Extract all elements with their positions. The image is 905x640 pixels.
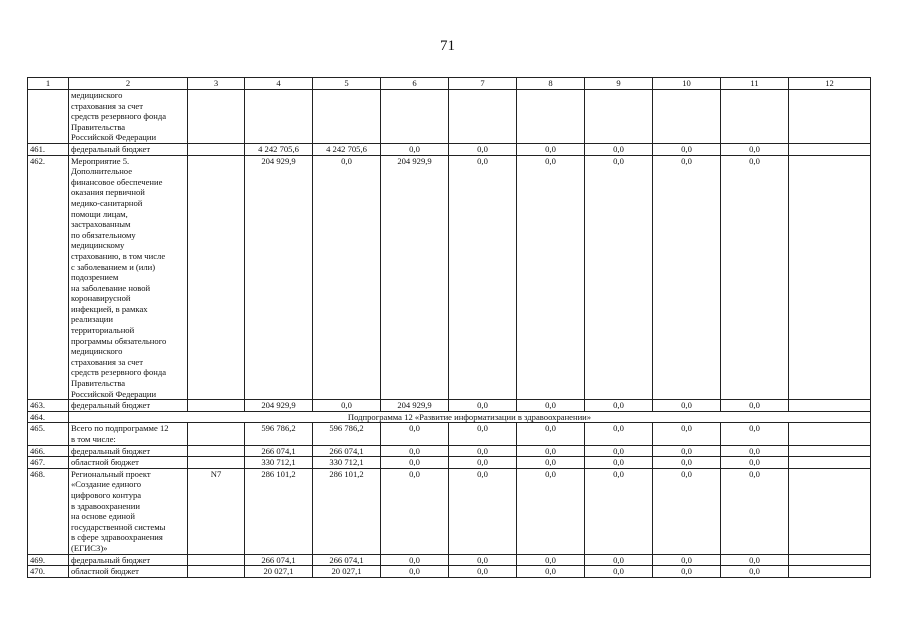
value-col-5: 266 074,1 <box>313 554 381 566</box>
value-col-4 <box>245 90 313 144</box>
value-col-11: 0,0 <box>721 143 789 155</box>
value-col-9: 0,0 <box>585 423 653 445</box>
value-col-5: 20 027,1 <box>313 566 381 578</box>
value-col-7: 0,0 <box>449 566 517 578</box>
value-col-10: 0,0 <box>653 468 721 554</box>
value-col-12 <box>789 90 871 144</box>
value-col-8: 0,0 <box>517 445 585 457</box>
value-col-10: 0,0 <box>653 566 721 578</box>
column-header-1: 1 <box>28 78 69 90</box>
row-name: областной бюджет <box>69 566 188 578</box>
value-col-4: 266 074,1 <box>245 445 313 457</box>
column-header-10: 10 <box>653 78 721 90</box>
value-col-7: 0,0 <box>449 143 517 155</box>
value-col-7: 0,0 <box>449 468 517 554</box>
value-col-8: 0,0 <box>517 400 585 412</box>
row-code <box>188 400 245 412</box>
column-header-5: 5 <box>313 78 381 90</box>
table-row <box>28 400 871 412</box>
row-name: федеральный бюджет <box>69 400 188 412</box>
value-col-11: 0,0 <box>721 457 789 469</box>
value-col-8 <box>517 90 585 144</box>
column-header-2: 2 <box>69 78 188 90</box>
column-header-9: 9 <box>585 78 653 90</box>
value-col-12 <box>789 143 871 155</box>
value-col-12 <box>789 554 871 566</box>
value-col-9 <box>585 90 653 144</box>
value-col-12 <box>789 457 871 469</box>
value-col-6: 0,0 <box>381 143 449 155</box>
row-code <box>188 90 245 144</box>
value-col-12 <box>789 445 871 457</box>
value-col-10: 0,0 <box>653 400 721 412</box>
row-name: Мероприятие 5. Дополнительное финансовое обеспечение оказания первичной медико-санитарной помощи лицам, застрахованным по обязательному медицинскому страхованию, в том числе с заболеванием и (или) подозрением на заболевание новой коронавирусной инфекцией, в рамках реализации территориальной программы обязательного медицинского страхования за счет средств резервного фонда Правительства Российской Федерации <box>69 155 188 400</box>
value-col-8: 0,0 <box>517 423 585 445</box>
row-name: федеральный бюджет <box>69 143 188 155</box>
page-number: 71 <box>440 38 455 54</box>
value-col-5 <box>313 90 381 144</box>
column-header-8: 8 <box>517 78 585 90</box>
row-name: федеральный бюджет <box>69 445 188 457</box>
value-col-12 <box>789 423 871 445</box>
value-col-6 <box>381 90 449 144</box>
column-header-11: 11 <box>721 78 789 90</box>
value-col-4: 20 027,1 <box>245 566 313 578</box>
value-col-5: 4 242 705,6 <box>313 143 381 155</box>
value-col-11: 0,0 <box>721 155 789 400</box>
value-col-4: 204 929,9 <box>245 155 313 400</box>
value-col-11: 0,0 <box>721 554 789 566</box>
column-header-4: 4 <box>245 78 313 90</box>
value-col-7: 0,0 <box>449 457 517 469</box>
value-col-5: 0,0 <box>313 155 381 400</box>
subprogram-title: Подпрограмма 12 «Развитие информатизации в здравоохранении» <box>69 411 871 423</box>
value-col-5: 330 712,1 <box>313 457 381 469</box>
row-code: N7 <box>188 468 245 554</box>
table-row <box>28 423 871 445</box>
row-number <box>28 90 69 144</box>
value-col-6: 204 929,9 <box>381 155 449 400</box>
row-code <box>188 566 245 578</box>
value-col-6: 0,0 <box>381 554 449 566</box>
value-col-5: 266 074,1 <box>313 445 381 457</box>
value-col-4: 4 242 705,6 <box>245 143 313 155</box>
value-col-7: 0,0 <box>449 400 517 412</box>
value-col-4: 330 712,1 <box>245 457 313 469</box>
table-row <box>28 554 871 566</box>
table-row <box>28 155 871 400</box>
header-row <box>28 78 871 90</box>
value-col-11: 0,0 <box>721 423 789 445</box>
value-col-9: 0,0 <box>585 445 653 457</box>
row-number: 465. <box>28 423 69 445</box>
value-col-4: 286 101,2 <box>245 468 313 554</box>
value-col-6: 204 929,9 <box>381 400 449 412</box>
value-col-11: 0,0 <box>721 566 789 578</box>
value-col-7: 0,0 <box>449 423 517 445</box>
table-row <box>28 468 871 554</box>
row-code <box>188 155 245 400</box>
value-col-5: 596 786,2 <box>313 423 381 445</box>
row-code <box>188 445 245 457</box>
table-row <box>28 445 871 457</box>
value-col-6: 0,0 <box>381 423 449 445</box>
value-col-12 <box>789 400 871 412</box>
value-col-8: 0,0 <box>517 155 585 400</box>
row-name: Всего по подпрограмме 12 в том числе: <box>69 423 188 445</box>
value-col-9: 0,0 <box>585 400 653 412</box>
value-col-7: 0,0 <box>449 554 517 566</box>
value-col-10: 0,0 <box>653 423 721 445</box>
value-col-10: 0,0 <box>653 445 721 457</box>
value-col-11 <box>721 90 789 144</box>
value-col-7 <box>449 90 517 144</box>
row-number: 463. <box>28 400 69 412</box>
column-header-3: 3 <box>188 78 245 90</box>
value-col-11: 0,0 <box>721 468 789 554</box>
value-col-9: 0,0 <box>585 566 653 578</box>
value-col-8: 0,0 <box>517 143 585 155</box>
value-col-7: 0,0 <box>449 445 517 457</box>
value-col-6: 0,0 <box>381 445 449 457</box>
value-col-8: 0,0 <box>517 457 585 469</box>
value-col-9: 0,0 <box>585 554 653 566</box>
value-col-10: 0,0 <box>653 554 721 566</box>
row-number: 468. <box>28 468 69 554</box>
value-col-12 <box>789 468 871 554</box>
value-col-10: 0,0 <box>653 143 721 155</box>
value-col-6: 0,0 <box>381 457 449 469</box>
value-col-8: 0,0 <box>517 566 585 578</box>
table-row <box>28 90 871 144</box>
budget-table <box>27 77 871 578</box>
row-name: областной бюджет <box>69 457 188 469</box>
column-header-12: 12 <box>789 78 871 90</box>
value-col-8: 0,0 <box>517 554 585 566</box>
row-code <box>188 457 245 469</box>
row-number: 464. <box>28 411 69 423</box>
row-code <box>188 143 245 155</box>
row-code <box>188 423 245 445</box>
row-number: 462. <box>28 155 69 400</box>
value-col-7: 0,0 <box>449 155 517 400</box>
value-col-10: 0,0 <box>653 457 721 469</box>
value-col-9: 0,0 <box>585 155 653 400</box>
value-col-9: 0,0 <box>585 468 653 554</box>
table-row <box>28 566 871 578</box>
row-name: Региональный проект «Создание единого цифрового контура в здравоохранении на основе единой государственной системы в сфере здравоохранения (ЕГИСЗ)» <box>69 468 188 554</box>
value-col-6: 0,0 <box>381 468 449 554</box>
row-number: 469. <box>28 554 69 566</box>
value-col-5: 0,0 <box>313 400 381 412</box>
value-col-12 <box>789 155 871 400</box>
value-col-4: 266 074,1 <box>245 554 313 566</box>
table-row <box>28 457 871 469</box>
value-col-9: 0,0 <box>585 457 653 469</box>
row-code <box>188 554 245 566</box>
column-header-6: 6 <box>381 78 449 90</box>
row-name: медицинского страхования за счет средств резервного фонда Правительства Российской Федерации <box>69 90 188 144</box>
row-number: 470. <box>28 566 69 578</box>
value-col-5: 286 101,2 <box>313 468 381 554</box>
value-col-11: 0,0 <box>721 400 789 412</box>
row-name: федеральный бюджет <box>69 554 188 566</box>
value-col-12 <box>789 566 871 578</box>
value-col-6: 0,0 <box>381 566 449 578</box>
value-col-11: 0,0 <box>721 445 789 457</box>
value-col-8: 0,0 <box>517 468 585 554</box>
row-number: 467. <box>28 457 69 469</box>
value-col-4: 596 786,2 <box>245 423 313 445</box>
row-number: 466. <box>28 445 69 457</box>
value-col-10: 0,0 <box>653 155 721 400</box>
table-row <box>28 143 871 155</box>
column-header-7: 7 <box>449 78 517 90</box>
value-col-9: 0,0 <box>585 143 653 155</box>
row-number: 461. <box>28 143 69 155</box>
table-row <box>28 411 871 423</box>
value-col-10 <box>653 90 721 144</box>
value-col-4: 204 929,9 <box>245 400 313 412</box>
